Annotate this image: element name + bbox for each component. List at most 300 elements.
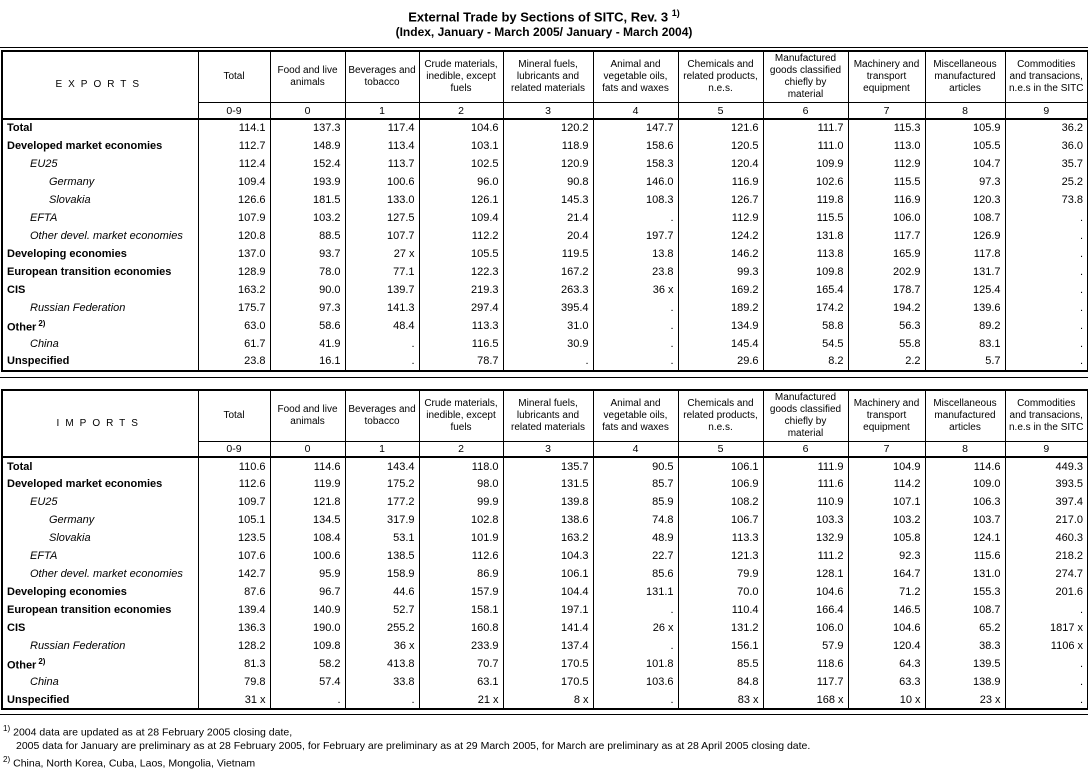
- value-cell: 99.9: [419, 493, 503, 511]
- value-cell: .: [1005, 299, 1088, 317]
- footnote-marker: 2): [3, 754, 11, 764]
- table-section-label: IMPORTS: [2, 390, 198, 458]
- value-cell: .: [270, 691, 345, 709]
- page-title-text: External Trade by Sections of SITC, Rev. 3: [408, 9, 669, 25]
- value-cell: .: [345, 691, 419, 709]
- value-cell: 158.9: [345, 565, 419, 583]
- value-cell: 147.7: [593, 119, 678, 137]
- value-cell: 131.2: [678, 619, 763, 637]
- value-cell: 136.3: [198, 619, 270, 637]
- value-cell: 108.7: [925, 209, 1005, 227]
- value-cell: 115.5: [848, 173, 925, 191]
- row-label: China: [2, 335, 198, 353]
- value-cell: 73.8: [1005, 191, 1088, 209]
- value-cell: 21.4: [503, 209, 593, 227]
- table-row: [2, 119, 1088, 137]
- value-cell: 104.6: [763, 583, 848, 601]
- value-cell: 29.6: [678, 353, 763, 371]
- column-code: 7: [848, 441, 925, 457]
- value-cell: 158.3: [593, 155, 678, 173]
- value-cell: .: [345, 353, 419, 371]
- row-label: Developing economies: [2, 583, 198, 601]
- value-cell: 85.7: [593, 475, 678, 493]
- value-cell: .: [593, 637, 678, 655]
- value-cell: 397.4: [1005, 493, 1088, 511]
- column-code: 8: [925, 441, 1005, 457]
- table-row: [2, 529, 1088, 547]
- column-header: Commodities and transacions, n.e.s in the SITC: [1005, 390, 1088, 442]
- value-cell: 1817 x: [1005, 619, 1088, 637]
- value-cell: 31 x: [198, 691, 270, 709]
- value-cell: 99.3: [678, 263, 763, 281]
- value-cell: .: [593, 335, 678, 353]
- row-label: European transition economies: [2, 263, 198, 281]
- value-cell: 395.4: [503, 299, 593, 317]
- column-header: Manufactured goods classified chiefly by material: [763, 390, 848, 442]
- value-cell: 131.5: [503, 475, 593, 493]
- value-cell: 38.3: [925, 637, 1005, 655]
- page-title: [0, 5, 1088, 25]
- value-cell: 128.9: [198, 263, 270, 281]
- value-cell: 77.1: [345, 263, 419, 281]
- row-label: China: [2, 673, 198, 691]
- value-cell: 120.3: [925, 191, 1005, 209]
- value-cell: 131.7: [925, 263, 1005, 281]
- value-cell: 145.4: [678, 335, 763, 353]
- value-cell: 139.8: [503, 493, 593, 511]
- value-cell: 124.1: [925, 529, 1005, 547]
- value-cell: 79.9: [678, 565, 763, 583]
- value-cell: 138.6: [503, 511, 593, 529]
- title-block: [0, 0, 1088, 40]
- value-cell: 71.2: [848, 583, 925, 601]
- footnote-text: China, North Korea, Cuba, Laos, Mongolia, Vietnam: [13, 757, 256, 770]
- value-cell: 85.9: [593, 493, 678, 511]
- column-code: 8: [925, 103, 1005, 119]
- value-cell: 107.7: [345, 227, 419, 245]
- value-cell: 58.6: [270, 317, 345, 335]
- row-label: Slovakia: [2, 191, 198, 209]
- value-cell: 175.2: [345, 475, 419, 493]
- value-cell: 96.0: [419, 173, 503, 191]
- value-cell: 70.7: [419, 655, 503, 673]
- value-cell: 26 x: [593, 619, 678, 637]
- table-row: [2, 173, 1088, 191]
- value-cell: 139.6: [925, 299, 1005, 317]
- value-cell: .: [593, 601, 678, 619]
- value-cell: .: [1005, 335, 1088, 353]
- value-cell: 137.0: [198, 245, 270, 263]
- value-cell: 97.3: [925, 173, 1005, 191]
- value-cell: 120.8: [198, 227, 270, 245]
- value-cell: 126.9: [925, 227, 1005, 245]
- value-cell: 197.7: [593, 227, 678, 245]
- value-cell: 201.6: [1005, 583, 1088, 601]
- row-label: Germany: [2, 173, 198, 191]
- value-cell: 90.0: [270, 281, 345, 299]
- value-cell: 85.5: [678, 655, 763, 673]
- column-code: 3: [503, 441, 593, 457]
- value-cell: 90.5: [593, 457, 678, 475]
- value-cell: 113.4: [345, 137, 419, 155]
- value-cell: 119.9: [270, 475, 345, 493]
- table-row: [2, 191, 1088, 209]
- value-cell: 27 x: [345, 245, 419, 263]
- column-header: Food and live animals: [270, 390, 345, 442]
- value-cell: 139.7: [345, 281, 419, 299]
- value-cell: 111.6: [763, 475, 848, 493]
- table-row: [2, 137, 1088, 155]
- value-cell: 103.6: [593, 673, 678, 691]
- value-cell: .: [593, 317, 678, 335]
- value-cell: 122.3: [419, 263, 503, 281]
- value-cell: 104.3: [503, 547, 593, 565]
- value-cell: .: [1005, 209, 1088, 227]
- value-cell: .: [1005, 227, 1088, 245]
- value-cell: 128.1: [763, 565, 848, 583]
- value-cell: 107.9: [198, 209, 270, 227]
- value-cell: 36.0: [1005, 137, 1088, 155]
- column-header: Miscellaneous manufactured articles: [925, 390, 1005, 442]
- column-code: 6: [763, 103, 848, 119]
- value-cell: 65.2: [925, 619, 1005, 637]
- value-cell: 110.4: [678, 601, 763, 619]
- value-cell: 74.8: [593, 511, 678, 529]
- table-row: [2, 457, 1088, 475]
- row-label: Developed market economies: [2, 475, 198, 493]
- value-cell: 48.4: [345, 317, 419, 335]
- table-row: [2, 227, 1088, 245]
- value-cell: 155.3: [925, 583, 1005, 601]
- value-cell: 95.9: [270, 565, 345, 583]
- row-label: Total: [2, 119, 198, 137]
- value-cell: 100.6: [345, 173, 419, 191]
- value-cell: 202.9: [848, 263, 925, 281]
- value-cell: 120.2: [503, 119, 593, 137]
- value-cell: 121.3: [678, 547, 763, 565]
- value-cell: 110.6: [198, 457, 270, 475]
- value-cell: 109.9: [763, 155, 848, 173]
- value-cell: 115.5: [763, 209, 848, 227]
- column-header: Animal and vegetable oils, fats and waxes: [593, 51, 678, 103]
- value-cell: .: [1005, 601, 1088, 619]
- value-cell: 102.5: [419, 155, 503, 173]
- value-cell: 114.1: [198, 119, 270, 137]
- value-cell: 317.9: [345, 511, 419, 529]
- value-cell: 125.4: [925, 281, 1005, 299]
- value-cell: 217.0: [1005, 511, 1088, 529]
- value-cell: 156.1: [678, 637, 763, 655]
- value-cell: 35.7: [1005, 155, 1088, 173]
- column-header: Machinery and transport equipment: [848, 51, 925, 103]
- value-cell: 148.9: [270, 137, 345, 155]
- column-code: 2: [419, 103, 503, 119]
- value-cell: 168 x: [763, 691, 848, 709]
- value-cell: 109.8: [270, 637, 345, 655]
- value-cell: 106.1: [503, 565, 593, 583]
- table-row: [2, 475, 1088, 493]
- value-cell: 142.7: [198, 565, 270, 583]
- table-row: [2, 263, 1088, 281]
- value-cell: 114.6: [270, 457, 345, 475]
- value-cell: 146.5: [848, 601, 925, 619]
- value-cell: 158.1: [419, 601, 503, 619]
- value-cell: 101.9: [419, 529, 503, 547]
- value-cell: 53.1: [345, 529, 419, 547]
- table-row: [2, 619, 1088, 637]
- value-cell: 197.1: [503, 601, 593, 619]
- row-label: Slovakia: [2, 529, 198, 547]
- value-cell: 117.4: [345, 119, 419, 137]
- value-cell: 112.6: [419, 547, 503, 565]
- column-code: 4: [593, 103, 678, 119]
- value-cell: 143.4: [345, 457, 419, 475]
- value-cell: 174.2: [763, 299, 848, 317]
- value-cell: 96.7: [270, 583, 345, 601]
- exports-table: [1, 50, 1088, 372]
- value-cell: .: [1005, 691, 1088, 709]
- value-cell: 105.5: [925, 137, 1005, 155]
- value-cell: 101.8: [593, 655, 678, 673]
- value-cell: 109.4: [198, 173, 270, 191]
- value-cell: 116.5: [419, 335, 503, 353]
- value-cell: 104.9: [848, 457, 925, 475]
- column-header: Crude materials, inedible, except fuels: [419, 390, 503, 442]
- row-label: Germany: [2, 511, 198, 529]
- footnote-text: 2004 data are updated as at 28 February 2005 closing date,: [13, 726, 293, 739]
- value-cell: 57.9: [763, 637, 848, 655]
- divider-middle: [0, 377, 1088, 378]
- value-cell: 166.4: [763, 601, 848, 619]
- value-cell: 158.6: [593, 137, 678, 155]
- value-cell: 63.0: [198, 317, 270, 335]
- value-cell: 112.4: [198, 155, 270, 173]
- value-cell: 131.1: [593, 583, 678, 601]
- value-cell: .: [1005, 245, 1088, 263]
- value-cell: 190.0: [270, 619, 345, 637]
- value-cell: 108.7: [925, 601, 1005, 619]
- value-cell: 21 x: [419, 691, 503, 709]
- value-cell: 8 x: [503, 691, 593, 709]
- column-code: 5: [678, 441, 763, 457]
- value-cell: 64.3: [848, 655, 925, 673]
- table-row: [2, 335, 1088, 353]
- column-header: Mineral fuels, lubricants and related materials: [503, 390, 593, 442]
- value-cell: 118.6: [763, 655, 848, 673]
- value-cell: 218.2: [1005, 547, 1088, 565]
- value-cell: 103.2: [270, 209, 345, 227]
- column-code: 0-9: [198, 103, 270, 119]
- value-cell: .: [1005, 263, 1088, 281]
- value-cell: 20.4: [503, 227, 593, 245]
- value-cell: 105.1: [198, 511, 270, 529]
- value-cell: .: [1005, 281, 1088, 299]
- column-code: 1: [345, 441, 419, 457]
- value-cell: 121.6: [678, 119, 763, 137]
- value-cell: 112.7: [198, 137, 270, 155]
- value-cell: 108.4: [270, 529, 345, 547]
- value-cell: 103.3: [763, 511, 848, 529]
- value-cell: 114.6: [925, 457, 1005, 475]
- footnote-text: 2005 data for January are preliminary as at 28 February 2005, for February are preliminary as at 29 March 2005, for March are preliminary as at 28 April 2005 closing date.: [16, 739, 811, 752]
- value-cell: 2.2: [848, 353, 925, 371]
- value-cell: 117.7: [763, 673, 848, 691]
- column-header: Crude materials, inedible, except fuels: [419, 51, 503, 103]
- value-cell: 10 x: [848, 691, 925, 709]
- value-cell: 297.4: [419, 299, 503, 317]
- column-header: Total: [198, 390, 270, 442]
- value-cell: 119.5: [503, 245, 593, 263]
- value-cell: 121.8: [270, 493, 345, 511]
- value-cell: 98.0: [419, 475, 503, 493]
- value-cell: 92.3: [848, 547, 925, 565]
- column-code: 0: [270, 103, 345, 119]
- value-cell: 106.9: [678, 475, 763, 493]
- value-cell: 58.8: [763, 317, 848, 335]
- value-cell: 194.2: [848, 299, 925, 317]
- value-cell: .: [1005, 655, 1088, 673]
- value-cell: 23 x: [925, 691, 1005, 709]
- value-cell: 124.2: [678, 227, 763, 245]
- value-cell: 103.2: [848, 511, 925, 529]
- row-label: Russian Federation: [2, 299, 198, 317]
- value-cell: 189.2: [678, 299, 763, 317]
- column-header: Animal and vegetable oils, fats and waxes: [593, 390, 678, 442]
- value-cell: 141.3: [345, 299, 419, 317]
- value-cell: .: [1005, 353, 1088, 371]
- column-header: Beverages and tobacco: [345, 51, 419, 103]
- value-cell: 36.2: [1005, 119, 1088, 137]
- table-row: [2, 601, 1088, 619]
- value-cell: 116.9: [848, 191, 925, 209]
- value-cell: 44.6: [345, 583, 419, 601]
- value-cell: .: [1005, 317, 1088, 335]
- value-cell: 163.2: [198, 281, 270, 299]
- value-cell: 139.4: [198, 601, 270, 619]
- column-code: 1: [345, 103, 419, 119]
- value-cell: 104.6: [419, 119, 503, 137]
- column-code: 9: [1005, 103, 1088, 119]
- table-row: [2, 565, 1088, 583]
- value-cell: 106.0: [848, 209, 925, 227]
- value-cell: 113.3: [419, 317, 503, 335]
- value-cell: 87.6: [198, 583, 270, 601]
- table-row: [2, 655, 1088, 673]
- column-code: 2: [419, 441, 503, 457]
- table-row: [2, 353, 1088, 371]
- value-cell: 111.0: [763, 137, 848, 155]
- value-cell: 145.3: [503, 191, 593, 209]
- value-cell: 84.8: [678, 673, 763, 691]
- value-cell: 106.1: [678, 457, 763, 475]
- value-cell: 137.3: [270, 119, 345, 137]
- value-cell: .: [503, 353, 593, 371]
- value-cell: 61.7: [198, 335, 270, 353]
- value-cell: 106.3: [925, 493, 1005, 511]
- row-label: Other devel. market economies: [2, 565, 198, 583]
- footnote-line: [3, 753, 1088, 771]
- value-cell: 78.0: [270, 263, 345, 281]
- value-cell: 83.1: [925, 335, 1005, 353]
- value-cell: 107.6: [198, 547, 270, 565]
- value-cell: 78.7: [419, 353, 503, 371]
- value-cell: 120.5: [678, 137, 763, 155]
- value-cell: 120.4: [678, 155, 763, 173]
- value-cell: 126.1: [419, 191, 503, 209]
- column-header: Mineral fuels, lubricants and related materials: [503, 51, 593, 103]
- column-header: Food and live animals: [270, 51, 345, 103]
- value-cell: 36 x: [593, 281, 678, 299]
- row-label: Other $^{2)}$: [2, 317, 198, 335]
- value-cell: 137.4: [503, 637, 593, 655]
- value-cell: 135.7: [503, 457, 593, 475]
- value-cell: 105.5: [419, 245, 503, 263]
- value-cell: .: [593, 691, 678, 709]
- value-cell: 178.7: [848, 281, 925, 299]
- value-cell: 108.2: [678, 493, 763, 511]
- column-header: Machinery and transport equipment: [848, 390, 925, 442]
- value-cell: 86.9: [419, 565, 503, 583]
- value-cell: 85.6: [593, 565, 678, 583]
- value-cell: 23.8: [593, 263, 678, 281]
- value-cell: 70.0: [678, 583, 763, 601]
- value-cell: 103.1: [419, 137, 503, 155]
- value-cell: 1106 x: [1005, 637, 1088, 655]
- value-cell: 89.2: [925, 317, 1005, 335]
- value-cell: 48.9: [593, 529, 678, 547]
- page-subtitle: (Index, January - March 2005/ January - March 2004): [395, 25, 693, 40]
- row-label: Other devel. market economies: [2, 227, 198, 245]
- value-cell: 146.2: [678, 245, 763, 263]
- value-cell: 55.8: [848, 335, 925, 353]
- value-cell: 193.9: [270, 173, 345, 191]
- value-cell: 63.1: [419, 673, 503, 691]
- imports-table: [1, 389, 1088, 711]
- value-cell: 103.7: [925, 511, 1005, 529]
- table-row: [2, 299, 1088, 317]
- footnote-line: [3, 722, 1088, 740]
- table-row: [2, 209, 1088, 227]
- value-cell: 181.5: [270, 191, 345, 209]
- column-header: Manufactured goods classified chiefly by material: [763, 51, 848, 103]
- row-label: Unspecified: [2, 353, 198, 371]
- value-cell: 106.7: [678, 511, 763, 529]
- divider-top: [0, 47, 1088, 48]
- value-cell: 393.5: [1005, 475, 1088, 493]
- column-code: 7: [848, 103, 925, 119]
- value-cell: 63.3: [848, 673, 925, 691]
- row-label: EU25: [2, 155, 198, 173]
- table-row: [2, 637, 1088, 655]
- value-cell: 126.6: [198, 191, 270, 209]
- value-cell: 167.2: [503, 263, 593, 281]
- row-label: Developing economies: [2, 245, 198, 263]
- value-cell: 115.6: [925, 547, 1005, 565]
- value-cell: 79.8: [198, 673, 270, 691]
- value-cell: 449.3: [1005, 457, 1088, 475]
- value-cell: 102.6: [763, 173, 848, 191]
- value-cell: 263.3: [503, 281, 593, 299]
- table-row: [2, 547, 1088, 565]
- value-cell: 52.7: [345, 601, 419, 619]
- value-cell: 112.2: [419, 227, 503, 245]
- value-cell: 104.6: [848, 619, 925, 637]
- column-code: 5: [678, 103, 763, 119]
- table-row: [2, 673, 1088, 691]
- table-row: [2, 245, 1088, 263]
- value-cell: 152.4: [270, 155, 345, 173]
- value-cell: 41.9: [270, 335, 345, 353]
